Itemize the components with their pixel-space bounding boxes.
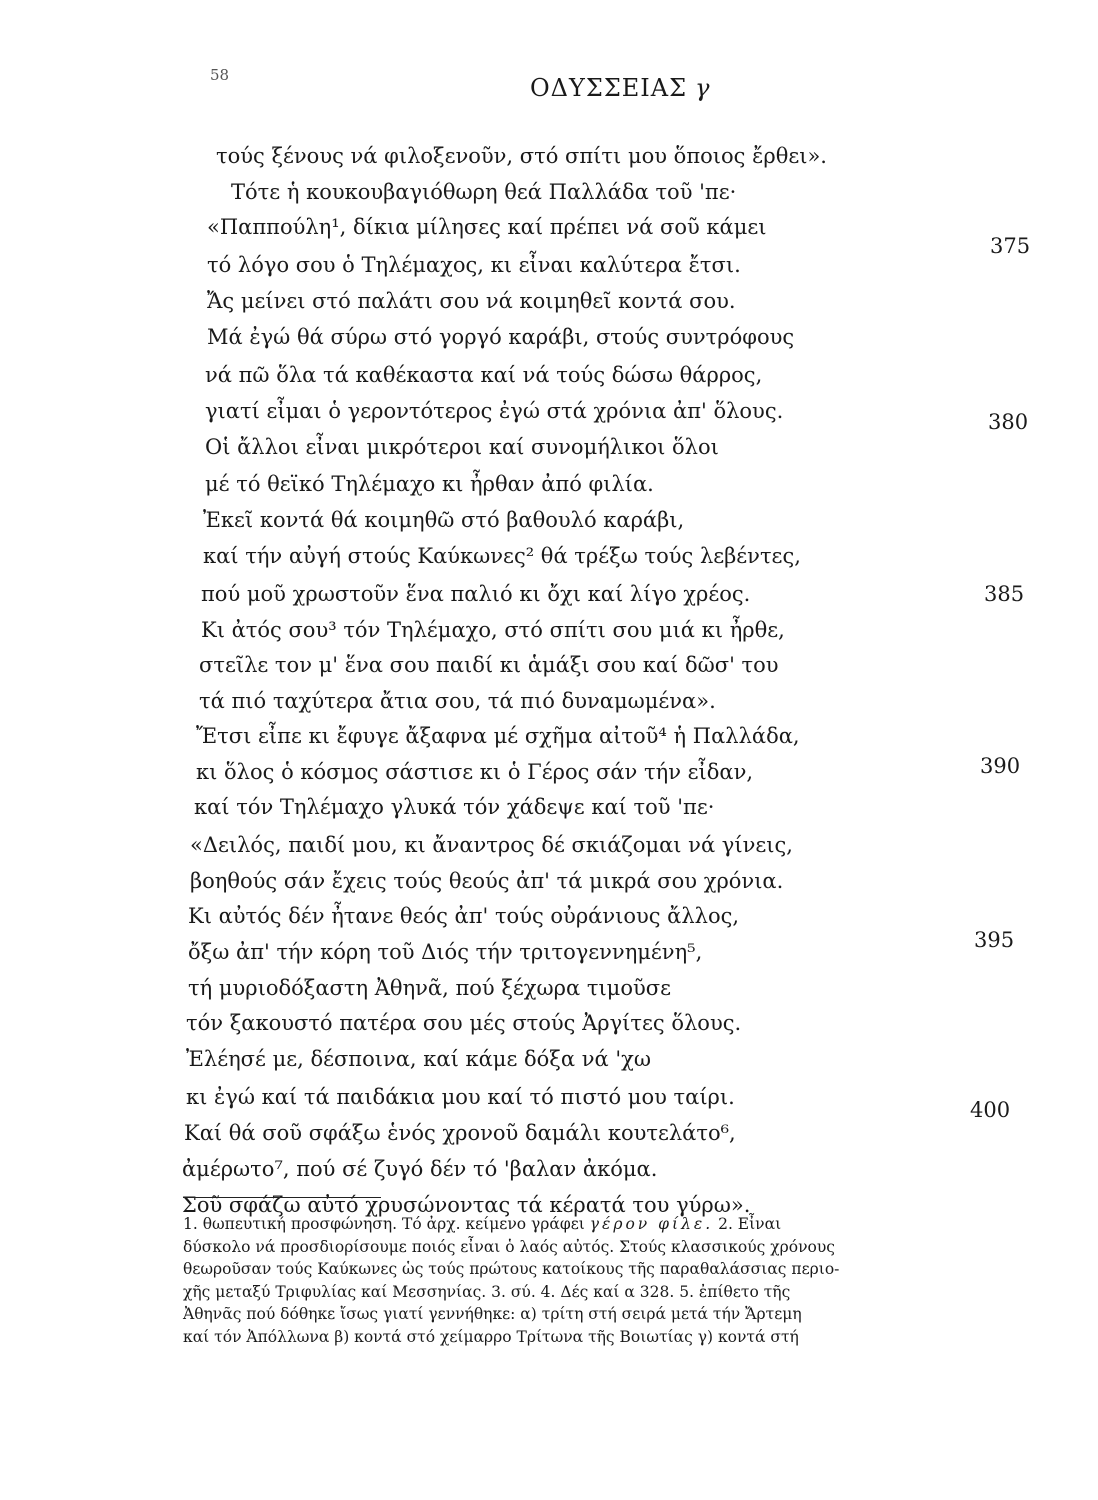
verse-line: Μά ἐγώ θά σύρω στό γοργό καράβι, στούς συντρόφους [207, 325, 795, 349]
verse-line: νά πῶ ὅλα τά καθέκαστα καί νά τούς δώσω θάρρος, [205, 363, 763, 387]
verse-line: καί τόν Τηλέμαχο γλυκά τόν χάδεψε καί τοῦ 'πε· [194, 795, 715, 819]
line-number: 400 [970, 1098, 1011, 1122]
verse-line: στεῖλε τον μ' ἕνα σου παιδί κι ἁμάξι σου καί δῶσ' του [199, 653, 779, 677]
verse-line: πού μοῦ χρωστοῦν ἕνα παλιό κι ὄχι καί λίγο χρέος. [201, 582, 751, 606]
verse-line: καί τήν αὐγή στούς Καύκωνες² θά τρέξω τούς λεβέντες, [203, 544, 801, 568]
verse-line: «Δειλός, παιδί μου, κι ἄναντρος δέ σκιάζομαι νά γίνεις, [190, 833, 793, 857]
footnote-line: Ἀθηνᾶς πού δόθηκε ἴσως γιατί γεννήθηκε: α) τρίτη στή σειρά μετά τήν Ἄρτεμη [183, 1305, 802, 1323]
verse-line: τούς ξένους νά φιλοξενοῦν, στό σπίτι μου ὅποιος ἔρθει». [216, 144, 827, 168]
line-number: 395 [974, 928, 1015, 952]
book-title: ΟΔΥΣΣΕΙΑΣ [530, 74, 688, 102]
verse-line: Σοῦ σφάζω αὐτό χρυσώνοντας τά κέρατά του γύρω». [182, 1193, 751, 1217]
verse-line: «Παππούλη¹, δίκια μίλησες καί πρέπει νά σοῦ κάμει [207, 215, 767, 239]
verse-line: Κι αὐτός δέν ἦτανε θεός ἀπ' τούς οὐράνιους ἄλλος, [188, 904, 740, 928]
verse-line: Ἄς μείνει στό παλάτι σου νά κοιμηθεῖ κοντά σου. [207, 289, 736, 313]
verse-line: Κι ἀτός σου³ τόν Τηλέμαχο, στό σπίτι σου μιά κι ἦρθε, [201, 618, 785, 642]
running-head [530, 74, 710, 102]
verse-line: ἀμέρωτο⁷, πού σέ ζυγό δέν τό 'βαλαν ἀκόμα. [182, 1157, 658, 1181]
verse-line: Ἐλέησέ με, δέσποινα, καί κάμε δόξα νά 'χω [186, 1047, 651, 1071]
verse-line: Καί θά σοῦ σφάξω ἑνός χρονοῦ δαμάλι κουτελάτο⁶, [184, 1121, 736, 1145]
verse-line: τό λόγο σου ὁ Τηλέμαχος, κι εἶναι καλύτερα ἔτσι. [207, 253, 741, 277]
verse-line: κι ἐγώ καί τά παιδάκια μου καί τό πιστό μου ταίρι. [186, 1085, 735, 1109]
line-number: 390 [980, 754, 1021, 778]
footnote-rule [183, 1197, 381, 1198]
verse-line: Ἐκεῖ κοντά θά κοιμηθῶ στό βαθουλό καράβι, [203, 508, 685, 532]
verse-line: Τότε ἡ κουκουβαγιόθωρη θεά Παλλάδα τοῦ 'πε· [231, 180, 737, 204]
footnotes [183, 1213, 1008, 1348]
verse-line: κι ὅλος ὁ κόσμος σάστισε κι ὁ Γέρος σάν τήν εἶδαν, [196, 760, 754, 784]
page-number: 58 [210, 66, 230, 84]
verse-line: Ἔτσι εἶπε κι ἔφυγε ἄξαφνα μέ σχῆμα αἰτοῦ⁴ ἡ Παλλάδα, [196, 724, 800, 748]
footnote-line: χῆς μεταξύ Τριφυλίας καί Μεσσηνίας. 3. σύ. 4. Δές καί α 328. 5. ἐπίθετο τῆς [183, 1282, 791, 1301]
quoted-phrase: γέρον φίλε. [589, 1215, 714, 1233]
footnote-line: 1. θωπευτική προσφώνηση. Τό ἀρχ. κείμενο γράφει γέρον φίλε. 2. Εἶναι [183, 1215, 782, 1233]
line-number: 375 [990, 234, 1031, 258]
footnote-line: θεωροῦσαν τούς Καύκωνες ὡς τούς πρώτους κατοίκους τῆς παραθαλάσσιας περιο- [183, 1260, 840, 1278]
verse-line: βοηθούς σάν ἔχεις τούς θεούς ἀπ' τά μικρά σου χρόνια. [190, 869, 784, 893]
book-letter: γ [695, 74, 711, 102]
verse-line: Οἱ ἄλλοι εἶναι μικρότεροι καί συνομήλικοι ὅλοι [205, 435, 719, 459]
line-number: 380 [988, 410, 1029, 434]
verse-line: τόν ξακουστό πατέρα σου μές στούς Ἀργίτες ὅλους. [186, 1011, 742, 1035]
footnote-line: καί τόν Ἀπόλλωνα β) κοντά στό χείμαρρο Τρίτωνα τῆς Βοιωτίας γ) κοντά στή [183, 1327, 799, 1346]
verse-line: γιατί εἶμαι ὁ γεροντότερος ἐγώ στά χρόνια ἀπ' ὅλους. [205, 399, 784, 423]
verse-line: μέ τό θεϊκό Τηλέμαχο κι ἦρθαν ἀπό φιλία. [205, 472, 654, 496]
verse-line: ὄξω ἀπ' τήν κόρη τοῦ Διός τήν τριτογεννημένη⁵, [188, 940, 703, 964]
verse-line: τή μυριοδόξαστη Ἀθηνᾶ, πού ξέχωρα τιμοῦσε [188, 976, 671, 1000]
line-number: 385 [984, 582, 1025, 606]
footnote-line: δύσκολο νά προσδιορίσουμε ποιός εἶναι ὁ λαός αὐτός. Στούς κλασσικούς χρόνους [183, 1237, 835, 1256]
verse-line: τά πιό ταχύτερα ἄτια σου, τά πιό δυναμωμένα». [199, 689, 716, 713]
